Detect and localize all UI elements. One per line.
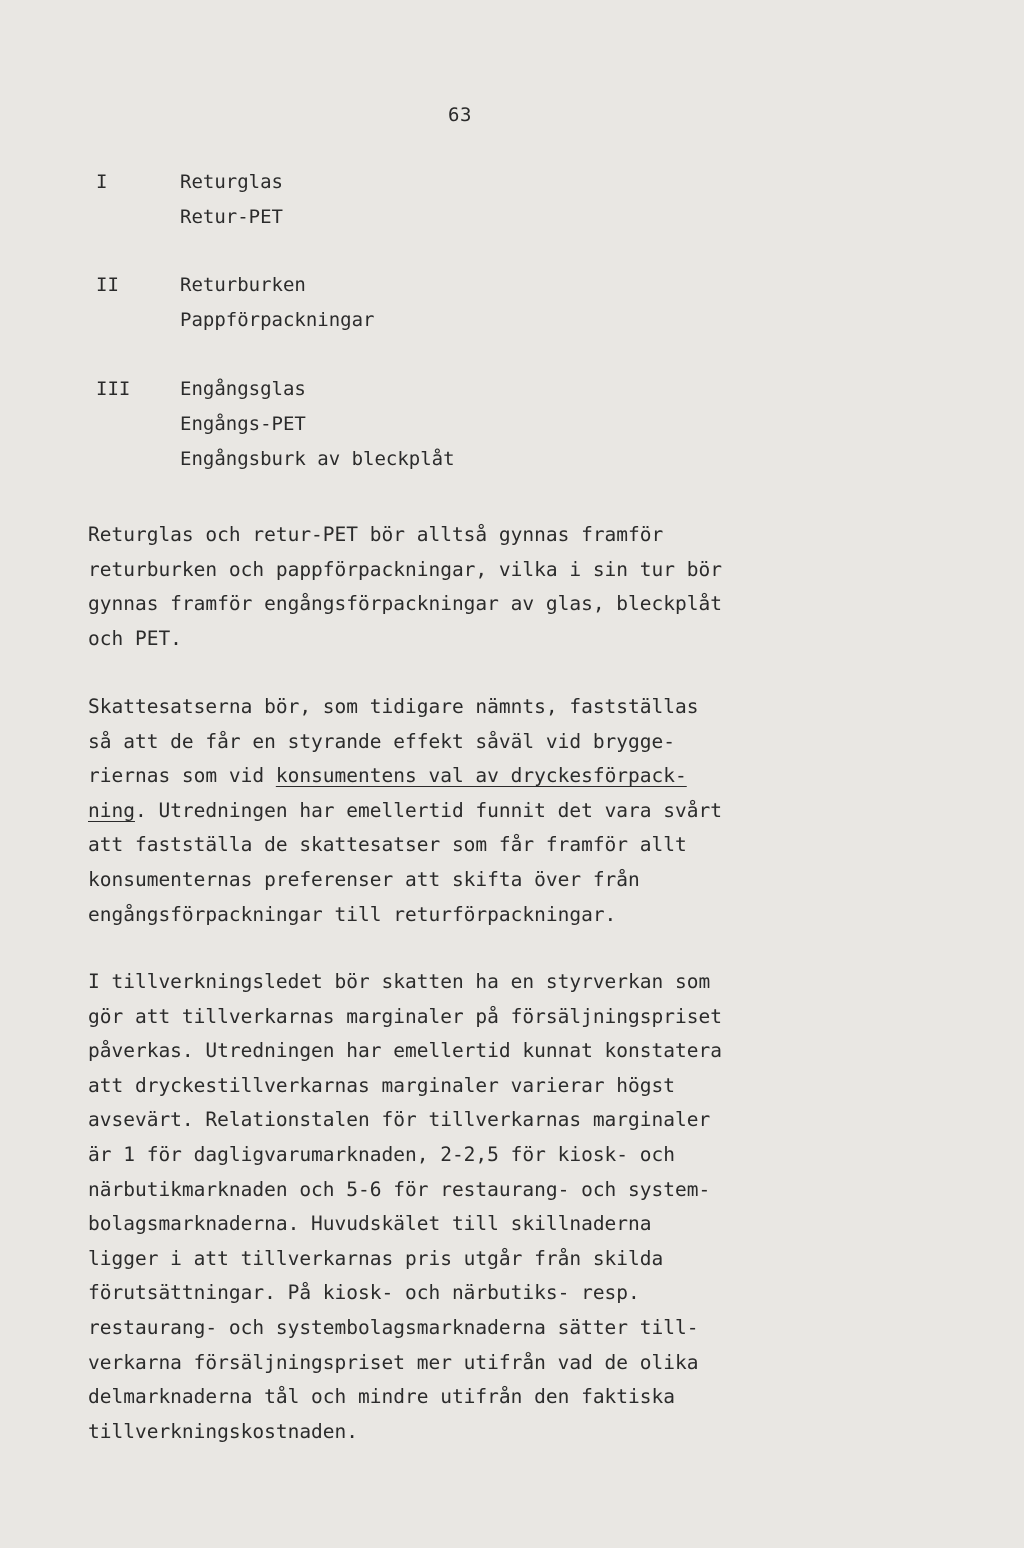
text-line: Skattesatserna bör, som tidigare nämnts, fastställas xyxy=(88,695,699,718)
category-item: Returglas xyxy=(180,171,283,193)
category-item: Returburken xyxy=(180,274,306,296)
text-line xyxy=(88,759,868,794)
text-line: engångsförpackningar till returförpackningar. xyxy=(88,902,617,926)
text-line: förutsättningar. På kiosk- och närbutiks- resp. xyxy=(88,1281,640,1305)
page-number: 63 xyxy=(448,104,472,126)
text-line: verkarna försäljningspriset mer utifrån vad de olika xyxy=(88,1350,699,1374)
text-segment: . Utredningen har emellertid funnit det vara svårt xyxy=(134,798,722,822)
text-line: är 1 för dagligvarumarknaden, 2-2,5 för kiosk- och xyxy=(88,1142,675,1166)
text-line: närbutikmarknaden och 5-6 för restaurang- och system- xyxy=(88,1177,711,1201)
category-item: Engångsburk av bleckplåt xyxy=(180,448,455,470)
text-line: och PET. xyxy=(88,626,182,650)
underlined-text: konsumentens val av dryckesförpack- xyxy=(275,764,687,788)
category-item: Engångs-PET xyxy=(180,413,306,435)
text-line: returburken och pappförpackningar, vilka i sin tur bör xyxy=(88,557,722,581)
category-item: Retur-PET xyxy=(180,206,283,228)
text-line: delmarknaderna tål och mindre utifrån den faktiska xyxy=(88,1385,675,1409)
text-line: Returglas och retur-PET bör alltså gynnas framför xyxy=(88,523,664,546)
text-segment: riernas som vid xyxy=(88,764,276,788)
category-numeral: III xyxy=(96,378,131,400)
paragraph-2 xyxy=(88,690,868,932)
text-line: gör att tillverkarnas marginaler på försäljningspriset xyxy=(88,1004,722,1028)
text-line: konsumenternas preferenser att skifta över från xyxy=(88,867,640,891)
paragraph-3 xyxy=(88,965,868,1449)
category-numeral: II xyxy=(96,274,119,296)
text-line: restaurang- och systembolagsmarknaderna sätter till- xyxy=(88,1315,699,1339)
text-line: ligger i att tillverkarnas pris utgår från skilda xyxy=(88,1246,664,1270)
text-line: så att de får en styrande effekt såväl vid brygge- xyxy=(88,729,675,753)
category-item: Pappförpackningar xyxy=(180,309,375,331)
text-line: tillverkningskostnaden. xyxy=(88,1419,359,1443)
category-items xyxy=(180,165,283,235)
paragraph-1 xyxy=(88,518,868,656)
text-line: att dryckestillverkarnas marginaler varierar högst xyxy=(88,1073,675,1097)
category-numeral: I xyxy=(96,171,108,193)
category-item: Engångsglas xyxy=(180,378,306,400)
text-line xyxy=(88,794,868,829)
text-line: bolagsmarknaderna. Huvudskälet till skillnaderna xyxy=(88,1212,652,1236)
text-line: avsevärt. Relationstalen för tillverkarnas marginaler xyxy=(88,1108,711,1132)
category-items xyxy=(180,372,455,477)
category-items xyxy=(180,268,374,338)
underlined-text: ning xyxy=(88,798,135,822)
text-line: att fastställa de skattesatser som får framför allt xyxy=(88,833,687,857)
text-line: gynnas framför engångsförpackningar av glas, bleckplåt xyxy=(88,592,722,616)
text-line: I tillverkningsledet bör skatten ha en styrverkan som xyxy=(88,970,711,993)
text-line: påverkas. Utredningen har emellertid kunnat konstatera xyxy=(88,1039,722,1063)
